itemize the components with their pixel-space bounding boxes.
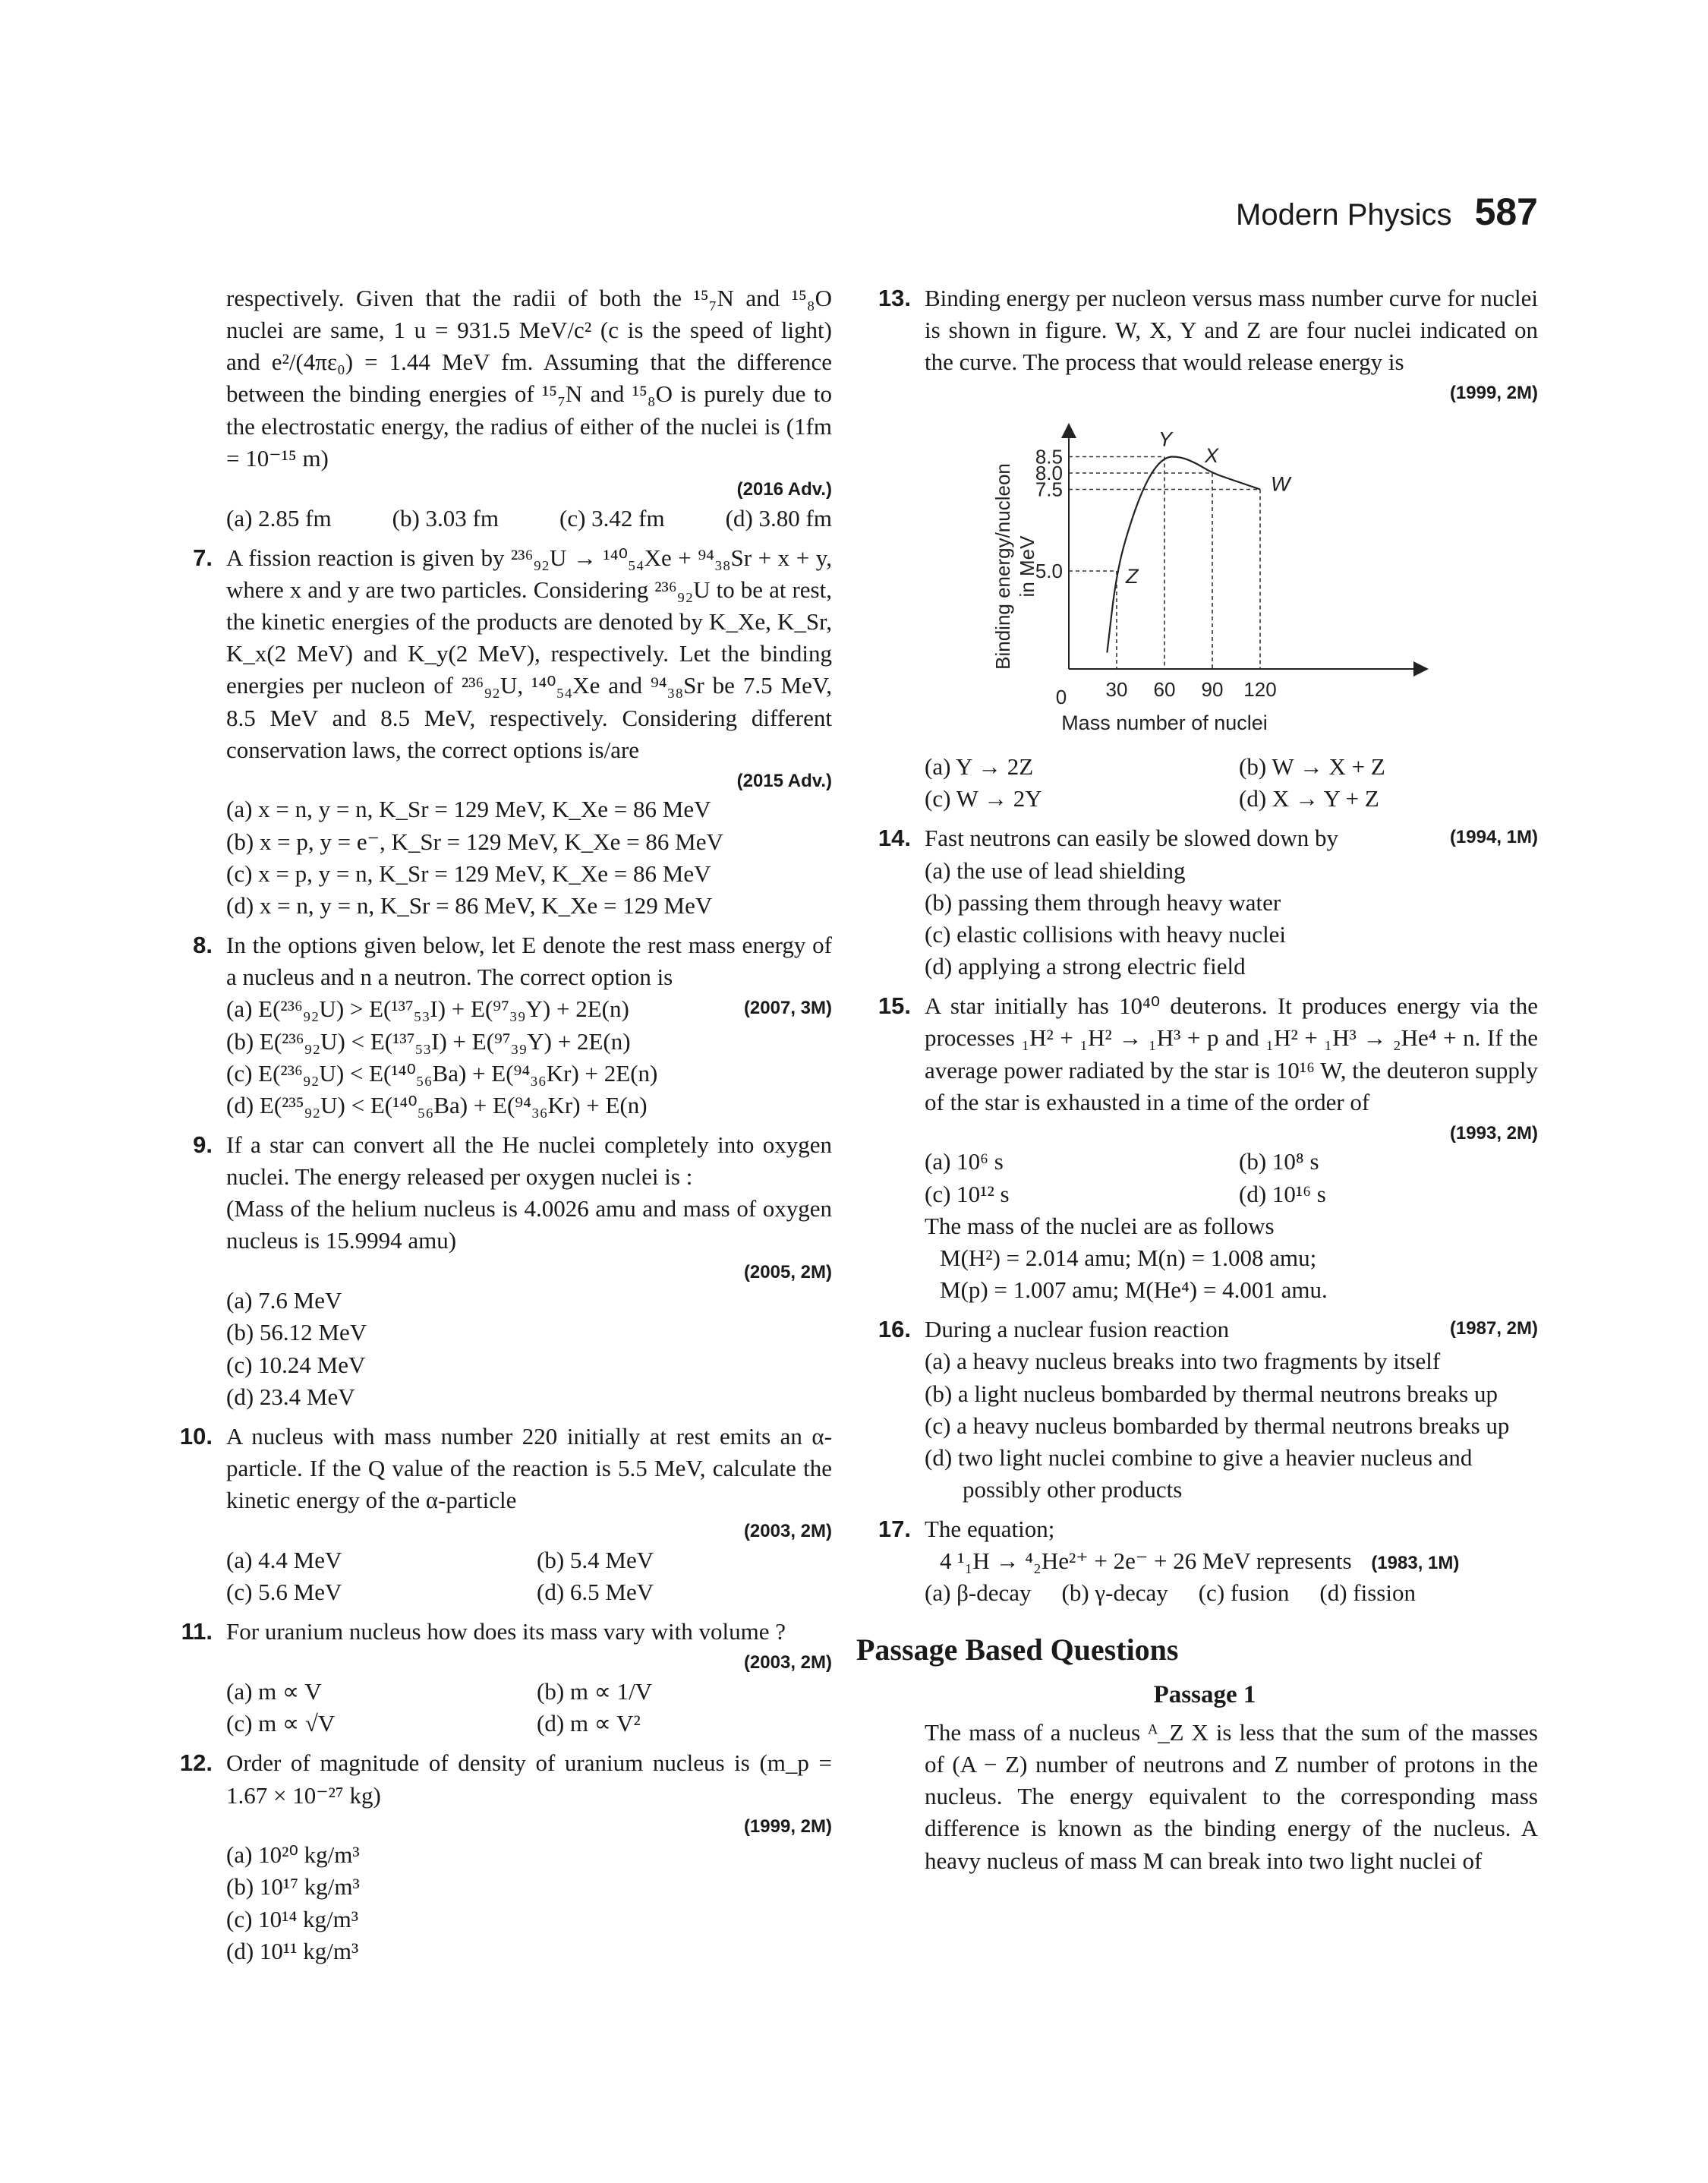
question-6-continued — [173, 282, 832, 535]
option-c: (c) fusion — [1198, 1579, 1290, 1607]
options — [226, 503, 832, 535]
option-b: (b) γ-decay — [1061, 1579, 1168, 1607]
exam-tag: (2003, 2M) — [743, 1652, 832, 1674]
question-text: If a star can convert all the He nuclei completely into oxygen nuclei. The energy released per oxygen nuclei is : — [226, 1131, 832, 1191]
option-a: (a) m ∝ V — [226, 1678, 322, 1705]
option-b: (b) 5.4 MeV — [537, 1546, 654, 1573]
option-d: (d) E(²³⁵₉₂U) < E(¹⁴⁰₅₆Ba) + E(⁹⁴₃₆Kr) + E(n) — [226, 1091, 648, 1118]
options — [925, 751, 1538, 815]
option-c: (c) elastic collisions with heavy nuclei — [925, 920, 1287, 948]
option-a: (a) a heavy nucleus breaks into two fragments by itself — [925, 1348, 1441, 1375]
question-number: 9. — [193, 1131, 213, 1158]
option-d: (d) x = n, y = n, K_Sr = 86 MeV, K_Xe = 129 MeV — [226, 891, 713, 919]
option-b: (b) 3.03 fm — [392, 504, 499, 532]
question-11 — [173, 1616, 832, 1740]
exam-tag: (2007, 3M) — [743, 998, 832, 1019]
option-d: (d) 3.80 fm — [725, 504, 832, 532]
y-tick-label: 8.5 — [1035, 445, 1063, 468]
y-tick-label: 5.0 — [1035, 560, 1063, 583]
exam-tag: (1987, 2M) — [1449, 1318, 1538, 1339]
x-tick-label: 30 — [1105, 678, 1128, 702]
option-c: (c) 10¹⁴ kg/m³ — [226, 1905, 359, 1932]
question-8 — [173, 929, 832, 1121]
exam-tag: (1983, 1M) — [1371, 1553, 1460, 1574]
x-tick-label: 60 — [1153, 678, 1176, 702]
x-tick-label: 90 — [1201, 678, 1224, 702]
question-text: During a nuclear fusion reaction — [925, 1316, 1230, 1343]
mass-line-2: M(p) = 1.007 amu; M(He⁴) = 4.001 amu. — [940, 1276, 1328, 1304]
question-number: 14. — [878, 825, 911, 852]
question-12 — [173, 1747, 832, 1967]
question-number: 15. — [878, 992, 911, 1020]
option-b: (b) W → X + Z — [1239, 753, 1385, 781]
exam-tag: (2005, 2M) — [743, 1261, 832, 1282]
option-a: (a) E(²³⁶₉₂U) > E(¹³⁷₅₃I) + E(⁹⁷₃₉Y) + 2E(n) — [226, 995, 629, 1023]
question-number: 10. — [179, 1422, 213, 1450]
option-d: (d) 23.4 MeV — [226, 1383, 355, 1410]
question-text: Binding energy per nucleon versus mass number curve for nuclei is shown in figure. W, X, Y and Z are four nuclei indicated on the curve. The process that would release energy is — [925, 285, 1538, 376]
options — [226, 1544, 832, 1608]
option-b: (b) E(²³⁶₉₂U) < E(¹³⁷₅₃I) + E(⁹⁷₃₉Y) + 2E(n) — [226, 1027, 631, 1055]
option-d: (d) 10¹¹ kg/m³ — [226, 1937, 359, 1964]
option-b: (b) x = p, y = e⁻, K_Sr = 129 MeV, K_Xe = 86 MeV — [226, 828, 723, 855]
chart-svg — [955, 411, 1486, 745]
option-a: (a) 2.85 fm — [226, 504, 332, 532]
option-b: (b) m ∝ 1/V — [537, 1678, 653, 1705]
question-text: A fission reaction is given by ²³⁶₉₂U → ¹⁴⁰₅₄Xe + ⁹⁴₃₈Sr + x + y, where x and y are two particles. Considering ²³⁶₉₂U to be at rest, the kinetic energies of the products are denoted by K_Xe, K_Sr, K_x(2 MeV) and K_y(2 MeV), respectively. Let the binding energies per nucleon of ²³⁶₉₂U, ¹⁴⁰₅₄Xe and ⁹⁴₃₈Sr be 7.5 MeV, 8.5 MeV and 8.5 MeV, respectively. Considering different conservation laws, the correct options is/are — [226, 544, 832, 763]
x-axis-label: Mass number of nuclei — [1061, 711, 1268, 735]
y-tick-label: 7.5 — [1035, 478, 1063, 501]
exam-tag: (2015 Adv.) — [736, 770, 832, 791]
question-10 — [173, 1421, 832, 1608]
passage-text: The mass of a nucleus ᴬ_Z X is less that the sum of the masses of (A − Z) number of neutrons and Z number of protons in the nucleus. The energy equivalent to the corresponding mass difference is known as the binding energy of the nucleus. A heavy nucleus of mass M can break into two light nuclei of — [925, 1718, 1538, 1874]
question-text: respectively. Given that the radii of both the ¹⁵₇N and ¹⁵₈O nuclei are same, 1 u = 931.5 MeV/c² (c is the speed of light) and e²/(4πε₀) = 1.44 MeV fm. Assuming that the difference between the binding energies of ¹⁵₇N and ¹⁵₈O is purely due to the electrostatic energy, the radius of either of the nuclei is (1fm = 10⁻¹⁵ m) — [226, 285, 832, 472]
page-header — [0, 190, 1538, 234]
question-7 — [173, 542, 832, 922]
option-d: (d) two light nuclei combine to give a heavier nucleus and possibly other products — [925, 1443, 1473, 1503]
x-tick-label: 0 — [1055, 686, 1067, 709]
point-label-w: W — [1271, 472, 1290, 496]
option-a: (a) β-decay — [925, 1579, 1032, 1607]
option-a: (a) x = n, y = n, K_Sr = 129 MeV, K_Xe = 86 MeV — [226, 796, 711, 823]
point-label-x: X — [1205, 444, 1219, 468]
option-d: (d) m ∝ V² — [537, 1710, 641, 1737]
option-a: (a) 10²⁰ kg/m³ — [226, 1841, 360, 1869]
exam-tag: (2016 Adv.) — [736, 478, 832, 500]
question-text: The equation; — [925, 1516, 1055, 1543]
option-a: (a) 4.4 MeV — [226, 1546, 342, 1573]
question-13 — [871, 282, 1538, 815]
option-d: (d) 6.5 MeV — [537, 1579, 654, 1606]
point-label-z: Z — [1126, 565, 1139, 588]
option-c: (c) 10¹² s — [925, 1180, 1010, 1207]
option-c: (c) E(²³⁶₉₂U) < E(¹⁴⁰₅₆Ba) + E(⁹⁴₃₆Kr) + 2E(n) — [226, 1059, 658, 1087]
binding-energy-chart — [955, 411, 1486, 745]
option-b: (b) a light nucleus bombarded by thermal neutrons breaks up — [925, 1380, 1498, 1407]
question-number: 7. — [193, 544, 213, 571]
option-a: (a) the use of lead shielding — [925, 856, 1186, 884]
question-number: 16. — [878, 1316, 911, 1343]
options — [226, 1676, 832, 1740]
exam-tag: (1994, 1M) — [1449, 827, 1538, 848]
option-d: (d) X → Y + Z — [1239, 785, 1379, 812]
question-number: 12. — [179, 1749, 213, 1777]
question-16 — [871, 1314, 1538, 1506]
question-17 — [871, 1513, 1538, 1609]
question-number: 8. — [193, 932, 213, 959]
option-c: (c) W → 2Y — [925, 785, 1042, 812]
option-b: (b) passing them through heavy water — [925, 888, 1281, 916]
y-tick-label: 8.0 — [1035, 462, 1063, 485]
binding-energy-curve — [1107, 457, 1260, 653]
option-b: (b) 10¹⁷ kg/m³ — [226, 1873, 360, 1901]
option-c: (c) 3.42 fm — [559, 504, 665, 532]
question-9 — [173, 1129, 832, 1413]
question-text: Order of magnitude of density of uranium nucleus is (m_p = 1.67 × 10⁻²⁷ kg) — [226, 1749, 832, 1809]
exam-tag: (1999, 2M) — [1449, 383, 1538, 404]
question-text: In the options given below, let E denote the rest mass energy of a nucleus and n a neutron. The correct option is — [226, 932, 832, 991]
exam-tag: (1993, 2M) — [1449, 1122, 1538, 1144]
option-a: (a) 7.6 MeV — [226, 1287, 342, 1314]
option-c: (c) x = p, y = n, K_Sr = 129 MeV, K_Xe = 86 MeV — [226, 860, 711, 887]
section-title: Passage Based Questions — [856, 1632, 1179, 1667]
option-c: (c) m ∝ √V — [226, 1710, 336, 1737]
exam-tag: (2003, 2M) — [743, 1521, 832, 1542]
left-column — [173, 282, 832, 1975]
options — [925, 1146, 1538, 1210]
question-text: Fast neutrons can easily be slowed down by — [925, 825, 1338, 852]
question-text: A star initially has 10⁴⁰ deuterons. It produces energy via the processes ₁H² + ₁H² → ₁H³ + p and ₁H² + ₁H³ → ₂He⁴ + n. If the average power radiated by the star is 10¹⁶ W, the deuteron supply of the star is exhausted in a time of the order of — [925, 992, 1538, 1115]
option-b: (b) 10⁸ s — [1239, 1148, 1319, 1175]
option-d: (d) 10¹⁶ s — [1239, 1180, 1326, 1207]
mass-line-1: M(H²) = 2.014 amu; M(n) = 1.008 amu; — [940, 1244, 1317, 1271]
option-b: (b) 56.12 MeV — [226, 1319, 367, 1346]
option-a: (a) Y → 2Z — [925, 753, 1034, 781]
option-d: (d) applying a strong electric field — [925, 953, 1246, 980]
options — [925, 1577, 1538, 1609]
right-column — [856, 282, 1538, 1877]
chapter-title: Modern Physics — [1236, 198, 1452, 232]
question-number: 13. — [878, 285, 911, 311]
question-number: 17. — [878, 1516, 911, 1543]
option-c: (c) 10.24 MeV — [226, 1351, 366, 1378]
y-axis-label-line1: Binding energy/nucleon — [991, 463, 1014, 670]
option-a: (a) 10⁶ s — [925, 1148, 1004, 1175]
passage-title: Passage 1 — [1153, 1681, 1256, 1709]
option-c: (c) a heavy nucleus bombarded by thermal neutrons breaks up — [925, 1412, 1510, 1439]
page-number: 587 — [1474, 191, 1538, 233]
question-number: 11. — [181, 1618, 213, 1645]
question-note: (Mass of the helium nucleus is 4.0026 amu and mass of oxygen nucleus is 15.9994 amu) — [226, 1195, 832, 1254]
question-text: A nucleus with mass number 220 initially at rest emits an α-particle. If the Q value of the reaction is 5.5 MeV, calculate the kinetic energy of the α-particle — [226, 1422, 832, 1514]
equation: 4 ¹₁H → ⁴₂He²⁺ + 2e⁻ + 26 MeV represents — [940, 1547, 1352, 1575]
option-c: (c) 5.6 MeV — [226, 1579, 342, 1606]
x-tick-label: 120 — [1243, 678, 1277, 702]
option-d: (d) fission — [1319, 1579, 1416, 1607]
question-15 — [871, 990, 1538, 1306]
question-text: For uranium nucleus how does its mass vary with volume ? — [226, 1618, 786, 1645]
exam-tag: (1999, 2M) — [743, 1815, 832, 1837]
equation-line — [925, 1545, 1538, 1577]
mass-intro: The mass of the nuclei are as follows — [925, 1212, 1275, 1239]
y-axis-label-line2: in MeV — [1016, 535, 1038, 598]
question-14 — [871, 822, 1538, 983]
point-label-y: Y — [1158, 427, 1173, 451]
